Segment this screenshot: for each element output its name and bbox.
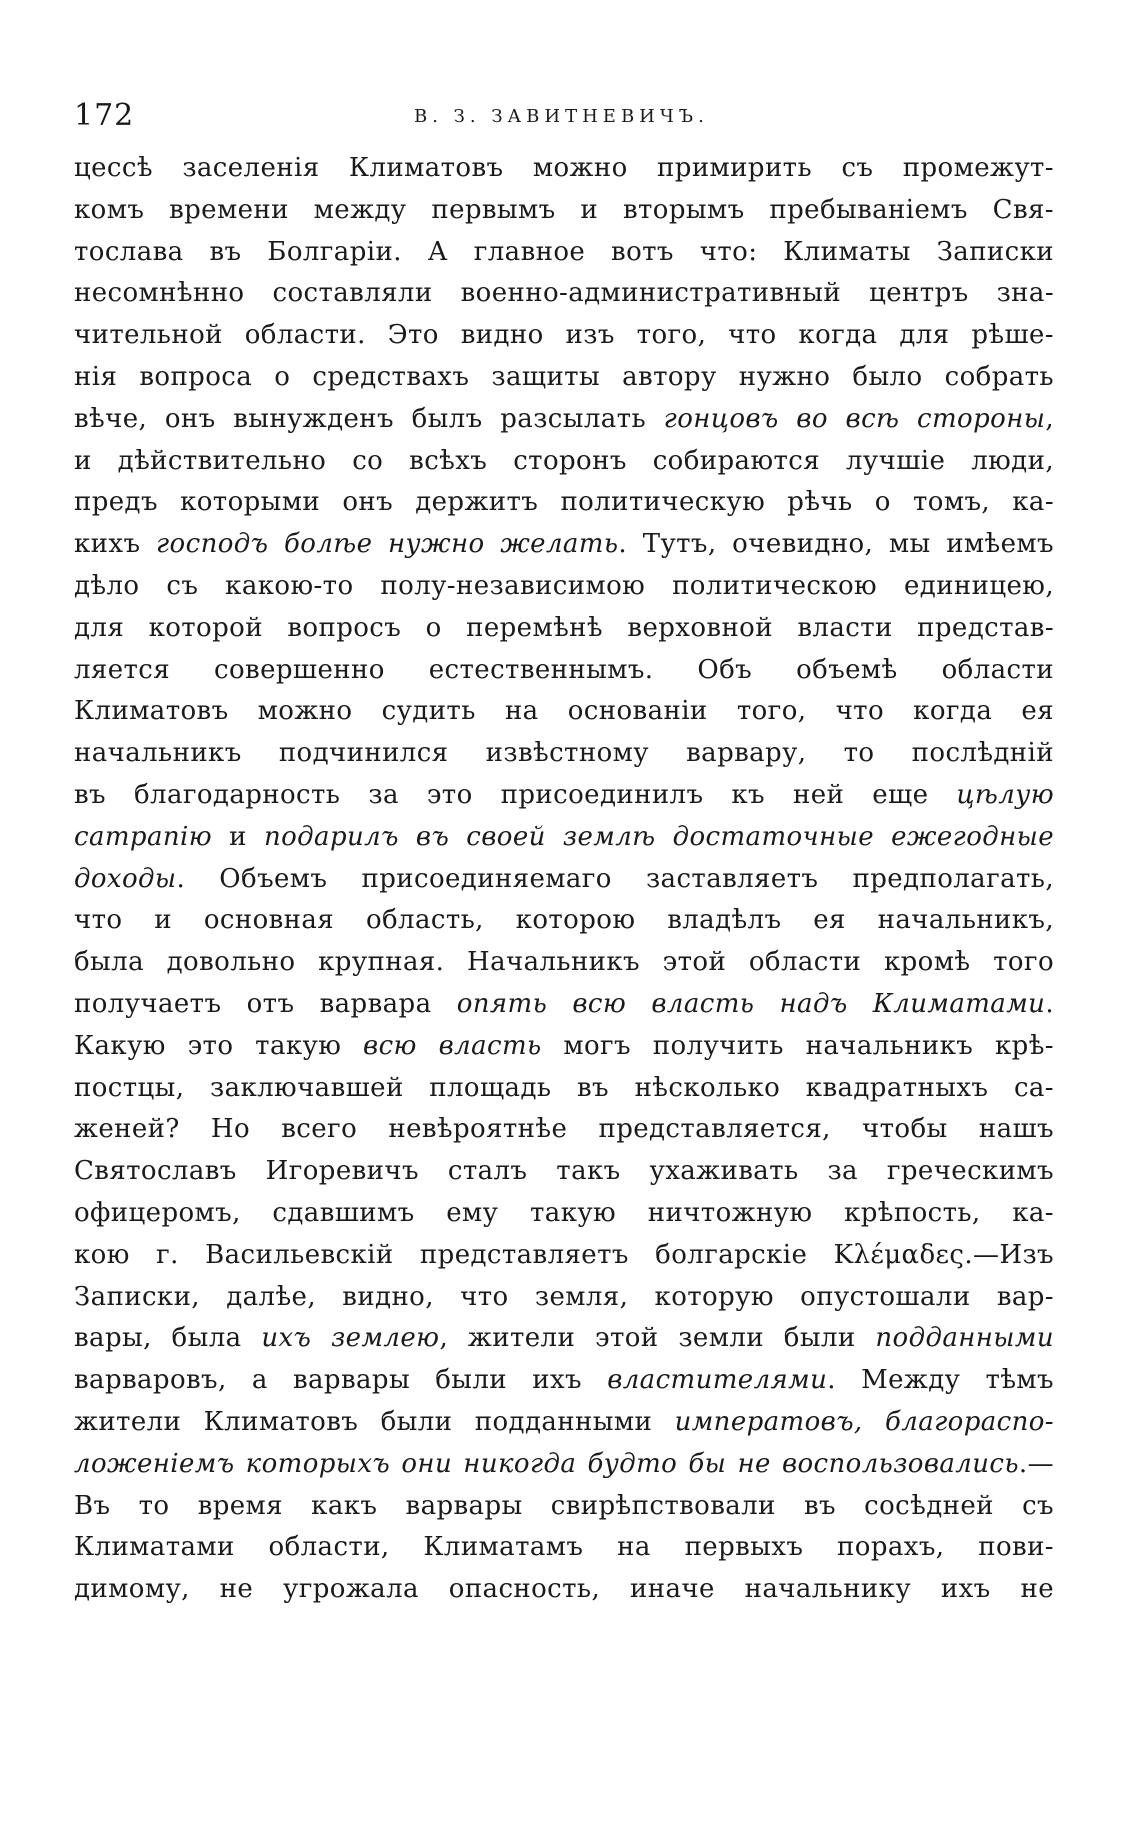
- text-line: [74, 650, 1054, 692]
- text-segment: . Тутъ, очевидно, мы имѣемъ: [618, 529, 1054, 560]
- text-segment: комъ времени между первымъ и вторымъ пребываніемъ Свя-: [74, 194, 1054, 225]
- text-segment: и дѣйствительно со всѣхъ сторонъ собираются лучшіе люди,: [74, 445, 1054, 476]
- italic-text-segment: цѣлую: [956, 779, 1054, 810]
- italic-text-segment: доходы: [74, 863, 177, 894]
- text-line: [74, 817, 1054, 859]
- text-segment: вѣче, онъ вынужденъ былъ разсылать: [74, 403, 664, 434]
- text-line: [74, 357, 1054, 399]
- text-line: [74, 1486, 1054, 1528]
- italic-text-segment: господъ болѣе нужно желать: [156, 529, 619, 560]
- text-segment: ляется совершенно естественнымъ. Объ объемѣ области: [74, 654, 1054, 685]
- text-line: [74, 482, 1054, 524]
- text-line: [74, 1109, 1054, 1151]
- text-line: [74, 1318, 1054, 1360]
- italic-text-segment: опять всю власть надъ Климатами: [456, 988, 1046, 1019]
- text-line: [74, 942, 1054, 984]
- text-line: [74, 1277, 1054, 1319]
- text-segment: Климатовъ можно судить на основаніи того, что когда ея: [74, 696, 1054, 727]
- text-line: [74, 1527, 1054, 1569]
- text-segment: начальникъ подчинился извѣстному варвару, то послѣдній: [74, 738, 1054, 769]
- text-segment: вары, была: [74, 1323, 262, 1354]
- text-line: [74, 1193, 1054, 1235]
- text-line: [74, 900, 1054, 942]
- text-segment: варваровъ, а варвары были ихъ: [74, 1365, 608, 1396]
- text-line: [74, 566, 1054, 608]
- text-segment: . Объемъ присоединяемаго заставляетъ предполагать,: [176, 863, 1054, 894]
- text-segment: Святославъ Игоревичъ сталъ такъ ухаживать за греческимъ: [74, 1156, 1054, 1187]
- italic-text-segment: императовъ, благораспо-: [674, 1406, 1054, 1437]
- text-line: [74, 399, 1054, 441]
- text-line: [74, 1068, 1054, 1110]
- text-segment: и: [212, 821, 264, 852]
- text-segment: .: [1045, 988, 1054, 1019]
- text-segment: , жители этой земли были: [439, 1323, 876, 1354]
- text-line: [74, 859, 1054, 901]
- text-segment: была довольно крупная. Начальникъ этой области кромѣ того: [74, 947, 1054, 978]
- text-line: [74, 315, 1054, 357]
- text-line: [74, 273, 1054, 315]
- text-segment: .—: [1018, 1448, 1054, 1479]
- text-segment: для которой вопросъ о перемѣнѣ верховной власти представ-: [74, 612, 1054, 643]
- text-segment: Климатами области, Климатамъ на первыхъ порахъ, пови-: [74, 1532, 1054, 1563]
- text-segment: женей? Но всего невѣроятнѣе представляется, чтобы нашъ: [74, 1114, 1054, 1145]
- text-segment: дѣло съ какою-то полу-независимою политическою единицею,: [74, 570, 1054, 601]
- text-line: [74, 691, 1054, 733]
- text-segment: димому, не угрожала опасность, иначе начальнику ихъ не: [74, 1574, 1054, 1605]
- italic-text-segment: ложеніемъ которыхъ они никогда будто бы не воспользовались: [74, 1448, 1019, 1479]
- text-segment: предъ которыми онъ держитъ политическую рѣчь о томъ, ка-: [74, 487, 1054, 518]
- text-line: [74, 733, 1054, 775]
- text-segment: постцы, заключавшей площадь въ нѣсколько квадратныхъ са-: [74, 1072, 1054, 1103]
- text-line: [74, 190, 1054, 232]
- italic-text-segment: гонцовъ во всѣ стороны: [663, 403, 1046, 434]
- text-segment: Въ то время какъ варвары свирѣпствовали въ сосѣдней съ: [74, 1490, 1054, 1521]
- text-segment: кихъ: [74, 529, 157, 560]
- text-segment: . Между тѣмъ: [827, 1365, 1054, 1396]
- text-line: [74, 148, 1054, 190]
- body-text: [74, 148, 1054, 1611]
- text-segment: несомнѣнно составляли военно-административный центръ зна-: [74, 278, 1054, 309]
- text-segment: нія вопроса о средствахъ защиты автору нужно было собрать: [74, 361, 1054, 392]
- italic-text-segment: сатрапію: [74, 821, 213, 852]
- text-segment: офицеромъ, сдавшимъ ему такую ничтожную крѣпость, ка-: [74, 1197, 1054, 1228]
- italic-text-segment: властителями: [607, 1365, 828, 1396]
- text-segment: что и основная область, которою владѣлъ ея начальникъ,: [74, 905, 1054, 936]
- text-line: [74, 1151, 1054, 1193]
- page-number: 172: [74, 98, 135, 133]
- text-line: [74, 441, 1054, 483]
- italic-text-segment: всю власть: [363, 1030, 542, 1061]
- text-segment: чительной области. Это видно изъ того, что когда для рѣше-: [74, 320, 1054, 351]
- text-segment: получаетъ отъ варвара: [74, 988, 457, 1019]
- italic-text-segment: ихъ землею: [261, 1323, 440, 1354]
- text-segment: ,: [1045, 403, 1054, 434]
- text-line: [74, 1026, 1054, 1068]
- text-line: [74, 1569, 1054, 1611]
- text-segment: жители Климатовъ были подданными: [74, 1406, 675, 1437]
- text-segment: въ благодарность за это присоединилъ къ ней еще: [74, 779, 957, 810]
- text-line: [74, 1360, 1054, 1402]
- italic-text-segment: подданными: [875, 1323, 1054, 1354]
- text-line: [74, 775, 1054, 817]
- page-header: [74, 98, 1034, 138]
- text-line: [74, 1402, 1054, 1444]
- text-line: [74, 232, 1054, 274]
- text-line: [74, 984, 1054, 1026]
- text-segment: Записки, далѣе, видно, что земля, которую опустошали вар-: [74, 1281, 1054, 1312]
- text-segment: кою г. Васильевскій представляетъ болгарскіе Κλέμαδες.—Изъ: [74, 1239, 1054, 1270]
- text-line: [74, 524, 1054, 566]
- text-line: [74, 1444, 1054, 1486]
- text-line: [74, 1235, 1054, 1277]
- text-segment: цессѣ заселенія Климатовъ можно примирить съ промежут-: [74, 153, 1054, 183]
- running-head: В. З. ЗАВИТНЕВИЧЪ.: [414, 106, 709, 127]
- text-segment: тослава въ Болгаріи. А главное вотъ что: Климаты Записки: [74, 236, 1054, 267]
- text-line: [74, 608, 1054, 650]
- text-segment: Какую это такую: [74, 1030, 364, 1061]
- italic-text-segment: подарилъ въ своей землѣ достаточные ежегодные: [263, 821, 1055, 852]
- text-segment: могъ получить начальникъ крѣ-: [541, 1030, 1054, 1061]
